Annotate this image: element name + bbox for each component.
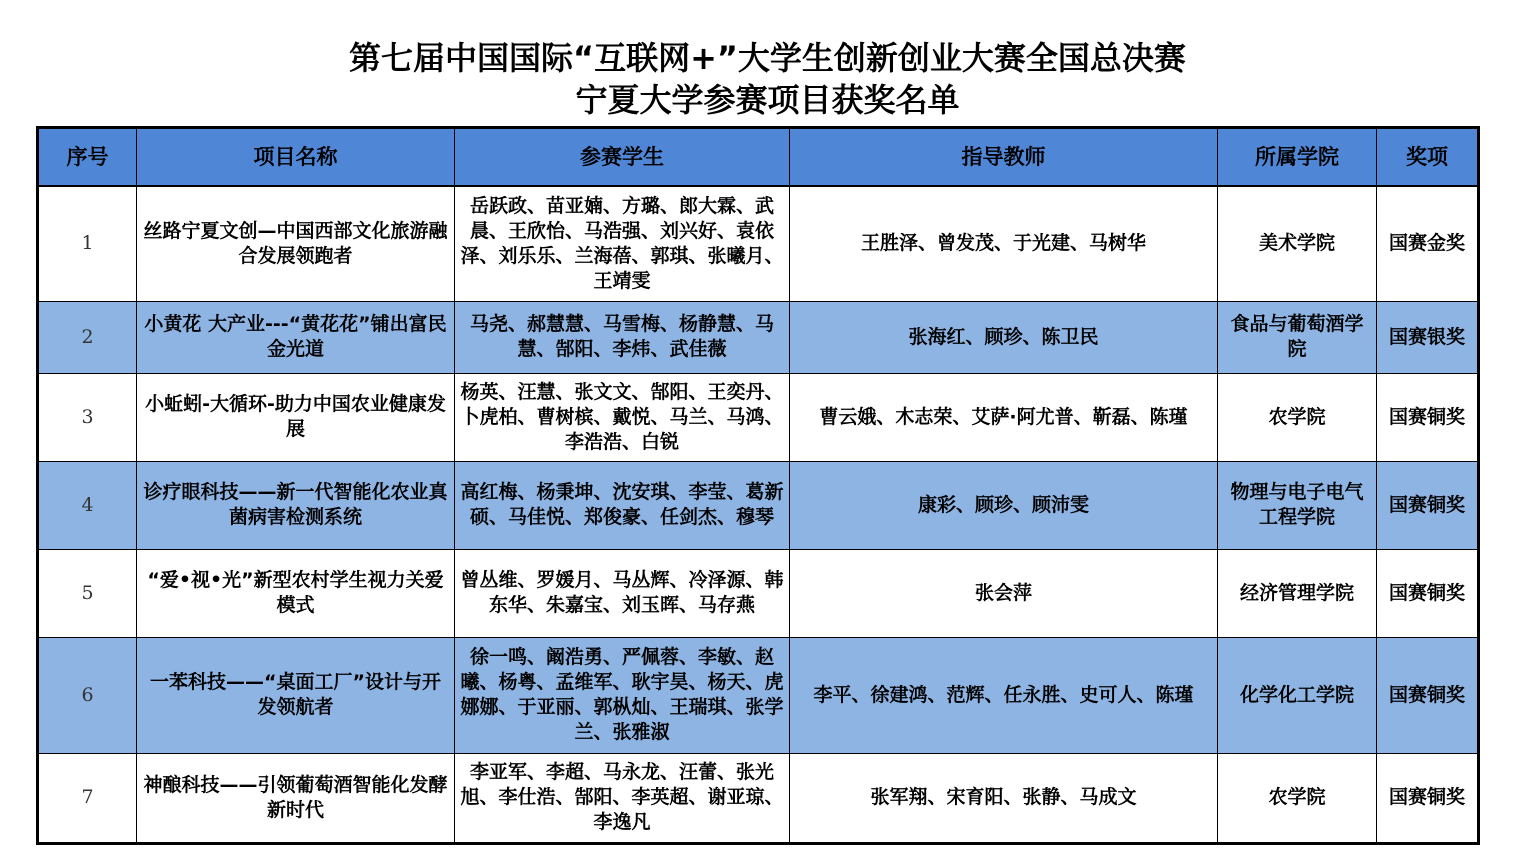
- row-number: 1: [38, 186, 137, 301]
- students: 李亚军、李超、马永龙、汪蕾、张光旭、李仕浩、郜阳、李英超、谢亚琼、李逸凡: [455, 753, 790, 843]
- award: 国赛银奖: [1377, 301, 1479, 373]
- project-name: 神酿科技——引领葡萄酒智能化发酵新时代: [137, 753, 455, 843]
- header-students: 参赛学生: [455, 128, 790, 187]
- project-name: “爱•视•光”新型农村学生视力关爱模式: [137, 549, 455, 637]
- document-title: 第七届中国国际“互联网+”大学生创新创业大赛全国总决赛: [349, 39, 1186, 77]
- header-college: 所属学院: [1218, 128, 1377, 187]
- teachers: 张会萍: [790, 549, 1218, 637]
- table-row: [38, 186, 1479, 301]
- award: 国赛铜奖: [1377, 753, 1479, 843]
- award: 国赛铜奖: [1377, 373, 1479, 461]
- row-number: 2: [38, 301, 137, 373]
- students: 岳跃政、苗亚婻、方璐、郎大霖、武晨、王欣怡、马浩强、刘兴好、袁依泽、刘乐乐、兰海蓓、郭琪、张曦月、王靖雯: [455, 186, 790, 301]
- teachers: 李平、徐建鸿、范辉、任永胜、史可人、陈瑾: [790, 637, 1218, 753]
- teachers: 康彩、顾珍、顾沛雯: [790, 461, 1218, 549]
- students: 马尧、郝慧慧、马雪梅、杨静慧、马慧、郜阳、李炜、武佳薇: [455, 301, 790, 373]
- award: 国赛铜奖: [1377, 461, 1479, 549]
- row-number: 4: [38, 461, 137, 549]
- college: 经济管理学院: [1218, 549, 1377, 637]
- teachers: 张军翔、宋育阳、张静、马成文: [790, 753, 1218, 843]
- teachers: 曹云娥、木志荣、艾萨·阿尤普、靳磊、陈瑾: [790, 373, 1218, 461]
- header-teachers: 指导教师: [790, 128, 1218, 187]
- table-row: [38, 549, 1479, 637]
- header-award: 奖项: [1377, 128, 1479, 187]
- college: 食品与葡萄酒学院: [1218, 301, 1377, 373]
- college: 农学院: [1218, 753, 1377, 843]
- row-number: 5: [38, 549, 137, 637]
- college: 物理与电子电气工程学院: [1218, 461, 1377, 549]
- students: 杨英、汪慧、张文文、郜阳、王奕丹、卜虎柏、曹树槟、戴悦、马兰、马鸿、李浩浩、白锐: [455, 373, 790, 461]
- header-project: 项目名称: [137, 128, 455, 187]
- header-no: 序号: [38, 128, 137, 187]
- row-number: 6: [38, 637, 137, 753]
- row-number: 3: [38, 373, 137, 461]
- students: 高红梅、杨秉坤、沈安琪、李莹、葛新硕、马佳悦、郑俊豪、任剑杰、穆琴: [455, 461, 790, 549]
- award-table: [36, 126, 1480, 845]
- table-row: [38, 461, 1479, 549]
- college: 农学院: [1218, 373, 1377, 461]
- project-name: 诊疗眼科技——新一代智能化农业真菌病害检测系统: [137, 461, 455, 549]
- table-row: [38, 301, 1479, 373]
- project-name: 小蚯蚓-大循环-助力中国农业健康发展: [137, 373, 455, 461]
- award: 国赛铜奖: [1377, 637, 1479, 753]
- students: 曾丛维、罗媛月、马丛辉、冷泽源、韩东华、朱嘉宝、刘玉晖、马存燕: [455, 549, 790, 637]
- award: 国赛铜奖: [1377, 549, 1479, 637]
- table-row: [38, 373, 1479, 461]
- teachers: 王胜泽、曾发茂、于光建、马树华: [790, 186, 1218, 301]
- award: 国赛金奖: [1377, 186, 1479, 301]
- table-row: [38, 637, 1479, 753]
- table-header-row: [38, 128, 1479, 187]
- table-row: [38, 753, 1479, 843]
- project-name: 丝路宁夏文创—中国西部文化旅游融合发展领跑者: [137, 186, 455, 301]
- college: 化学化工学院: [1218, 637, 1377, 753]
- college: 美术学院: [1218, 186, 1377, 301]
- document-subtitle: 宁夏大学参赛项目获奖名单: [575, 81, 960, 119]
- project-name: 小黄花 大产业---“黄花花”铺出富民金光道: [137, 301, 455, 373]
- teachers: 张海红、顾珍、陈卫民: [790, 301, 1218, 373]
- students: 徐一鸣、阚浩勇、严佩蓉、李敏、赵曦、杨粤、孟维军、耿宇昊、杨天、虎娜娜、于亚丽、郭枞灿、王瑞琪、张学兰、张雅淑: [455, 637, 790, 753]
- project-name: 一苯科技——“桌面工厂”设计与开发领航者: [137, 637, 455, 753]
- row-number: 7: [38, 753, 137, 843]
